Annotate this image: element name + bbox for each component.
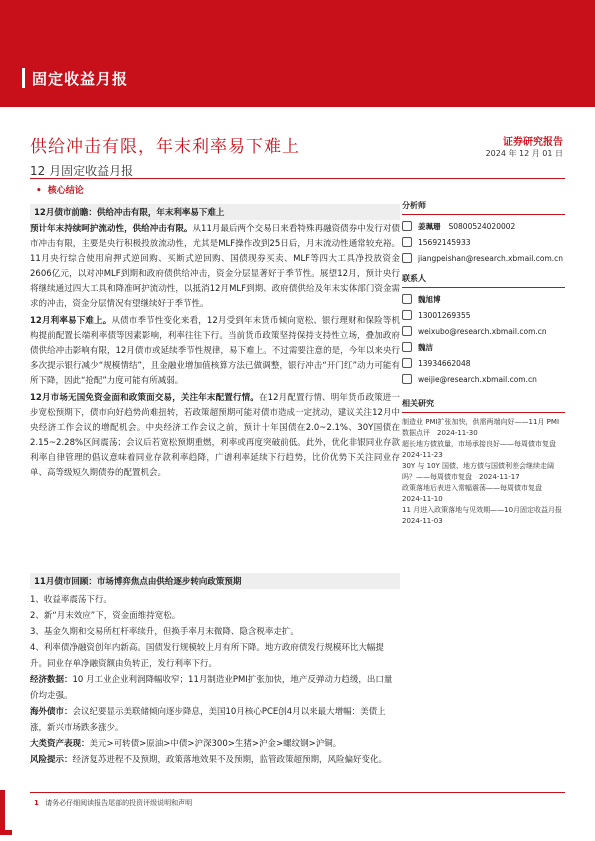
review-section [30, 573, 400, 768]
review-line-lead: 大类资产表现： [30, 739, 90, 749]
analyst-phone: 15692145933 [418, 238, 471, 247]
paragraph-text: 从11月最后两个交易日来看特殊再融资债券中发行对债市冲击有限，主要是央行积极投放流动性，尤其是MLF操作改到25日后，月末流动性通常较充裕。11月央行综合使用肩押式逆回购、买断式逆回购、国债现券买卖、MLF等四大工具净投放资金2606亿元，以对冲MLF到期和政府债供给冲击，资金分层显著好于季节性。展望12月，预计央行将继续通过四大工具和降准呵护流动性，以抵消12月MLF到期、政府债供给及年末实体部门资金需求的冲击，资金分层情况有望继续好于季节性。 [30, 224, 400, 309]
review-line-text: 10 月工业企业利润降幅收窄；11月制造业PMI扩张加快，地产反弹动力趋缓，出口量价均走强。 [30, 675, 393, 701]
header-marker [22, 68, 25, 88]
report-tag: 证券研究报告 [503, 137, 563, 148]
main-column [30, 204, 400, 481]
person-icon [402, 342, 412, 352]
paragraph-lead: 12月市场无国免资金面和政策面交易，关注年末配置行情。 [30, 393, 259, 403]
core-conclusion-label: • 核心结论 [36, 183, 84, 196]
contact-phone: 13001269355 [418, 311, 471, 320]
corner-mark [0, 790, 12, 835]
related-item[interactable]: 政策落地后表进入常幅震荡——每周债市复盘 2024-11-10 [402, 484, 549, 503]
related-item[interactable]: 制造业 PMI扩张加快，供需两端向好——11月 PMI 数据点评 2024-11-30 [402, 418, 560, 437]
page-number: 1 [34, 799, 39, 807]
contact-entry [402, 340, 565, 388]
paragraph-text: 在12月配置行情、明年货币政策进一步宽松预期下，债市向好趋势尚难扭转，若政策超预期可能对债市造成一定扰动，建议关注12月中央经济工作会议的增配机会。中央经济工作会议之前，预计十年国债在2.0~2.1%、30Y国债在2.15~2.28%区间震荡；会议后若宽松预期重燃，利率或再度突破前低。此外，优化非银同业存款利率自律管理的倡议意味着同业存款利率趋降，广谱利率延续下行趋势，比价优势下关注同业存单、高等级短久期债券的配置机会。 [30, 393, 400, 478]
review-line-text: 经济复苏进程不及预期，政策落地效果不及预期，监管政策超预期，风险偏好变化。 [72, 755, 388, 765]
paragraph-lead: 预计年末持续呵护流动性，供给冲击有限。 [30, 224, 193, 234]
analyst-heading: 分析师 [402, 200, 565, 215]
top-rule [30, 178, 565, 179]
contact-email[interactable]: weixubo@research.xbmail.com.cn [418, 327, 547, 336]
related-heading: 相关研究 [402, 398, 565, 413]
mail-icon [402, 326, 412, 336]
review-line-text: 美元>可转债>原油>中债>沪深300>生猪>沪金>螺纹钢>沪铜。 [89, 739, 342, 749]
section-heading: 12月债市前瞻：供给冲击有限，年末利率易下难上 [30, 204, 400, 220]
footer-note: 请务必仔细阅读报告尾部的投资评级说明和声明 [45, 799, 193, 807]
mail-icon [402, 374, 412, 384]
related-item[interactable]: 30Y 与 10Y 国债、地方债与国债利差会继续走阔吗？——每周债市复盘 2024-11-17 [402, 462, 555, 481]
analyst-entry [402, 219, 565, 267]
paragraph [30, 391, 400, 481]
header-band [0, 0, 595, 107]
report-date: 2024 年 12 月 01 日 [485, 149, 563, 158]
report-category: 固定收益月报 [32, 70, 129, 88]
analyst-email[interactable]: jiangpeishan@research.xbmail.com.cn [418, 254, 564, 263]
contact-phone: 13934662048 [418, 359, 471, 368]
footer-rule [30, 792, 565, 793]
review-line-lead: 海外债市： [30, 707, 73, 717]
phone-icon [402, 310, 412, 320]
contact-email[interactable]: weijie@research.xbmail.com.cn [418, 375, 537, 384]
review-line-lead: 经济数据： [30, 675, 73, 685]
review-item: 2、新“月末效应”下，资金面维持宽松。 [30, 611, 181, 621]
review-line [30, 736, 400, 752]
report-title: 供给冲击有限，年末利率易下难上 [30, 137, 300, 157]
review-line [30, 672, 400, 704]
review-line [30, 704, 400, 736]
mail-icon [402, 253, 412, 263]
related-item[interactable]: 11 月进入政策落地与见效期——10月固定收益月报 2024-11-03 [402, 506, 570, 525]
phone-icon [402, 358, 412, 368]
side-column [402, 200, 570, 527]
report-subtitle: 12 月固定收益月报 [30, 164, 134, 178]
related-item[interactable]: 超长地方债放量，市场承接良好——每周债市复盘 2024-11-23 [402, 440, 563, 459]
analyst-cert: S0800524020002 [448, 222, 516, 231]
review-heading: 11月债市回顾：市场博弈焦点由供给逐步转向政策预期 [30, 573, 400, 589]
review-line-lead: 风险提示： [30, 755, 73, 765]
paragraph-lead: 12月利率易下难上。 [30, 316, 112, 326]
person-icon [402, 221, 412, 231]
footer [34, 798, 192, 808]
contact-entry [402, 292, 565, 340]
review-item: 1、收益率震荡下行。 [30, 595, 112, 605]
paragraph [30, 222, 400, 312]
contact-name: 魏旭博 [418, 295, 441, 304]
contact-heading: 联系人 [402, 273, 565, 288]
review-line [30, 752, 400, 768]
review-item: 4、利率债净融资创年内新高。国债发行规模较上月有所下降。地方政府债发行规模环比大幅提升。同业存单净融资额由负转正，发行利率下行。 [30, 643, 384, 669]
person-icon [402, 294, 412, 304]
contact-name: 魏洁 [418, 343, 433, 352]
analyst-name: 姜珮珊 [418, 222, 441, 231]
paragraph-text: 从债市季节性变化来看，12月受到年末货币倾向宽松、银行理财和保险等机构提前配置长端利率债等因素影响，利率往往下行。当前货币政策坚持保持支持性立场，叠加政府债供给冲击影响有限，12月债市或延续季节性规律，易下难上。不过需要注意的是，今年以来央行多次提示银行减少“规模情结”，且金融业增加值核算方法已做调整，银行冲击“开门红”动力可能有所下降，因此“抢配”力度可能有所减弱。 [30, 316, 400, 386]
paragraph [30, 314, 400, 389]
review-line-text: 会议纪要显示美联储倾向逐步降息，美国10月核心PCE创4月以来最大增幅：美债上涨，新兴市场跌多涨少。 [30, 707, 386, 733]
phone-icon [402, 237, 412, 247]
review-item: 3、基金久期和交易所杠杆率续升，但换手率月末微降、隐含税率走扩。 [30, 627, 299, 637]
